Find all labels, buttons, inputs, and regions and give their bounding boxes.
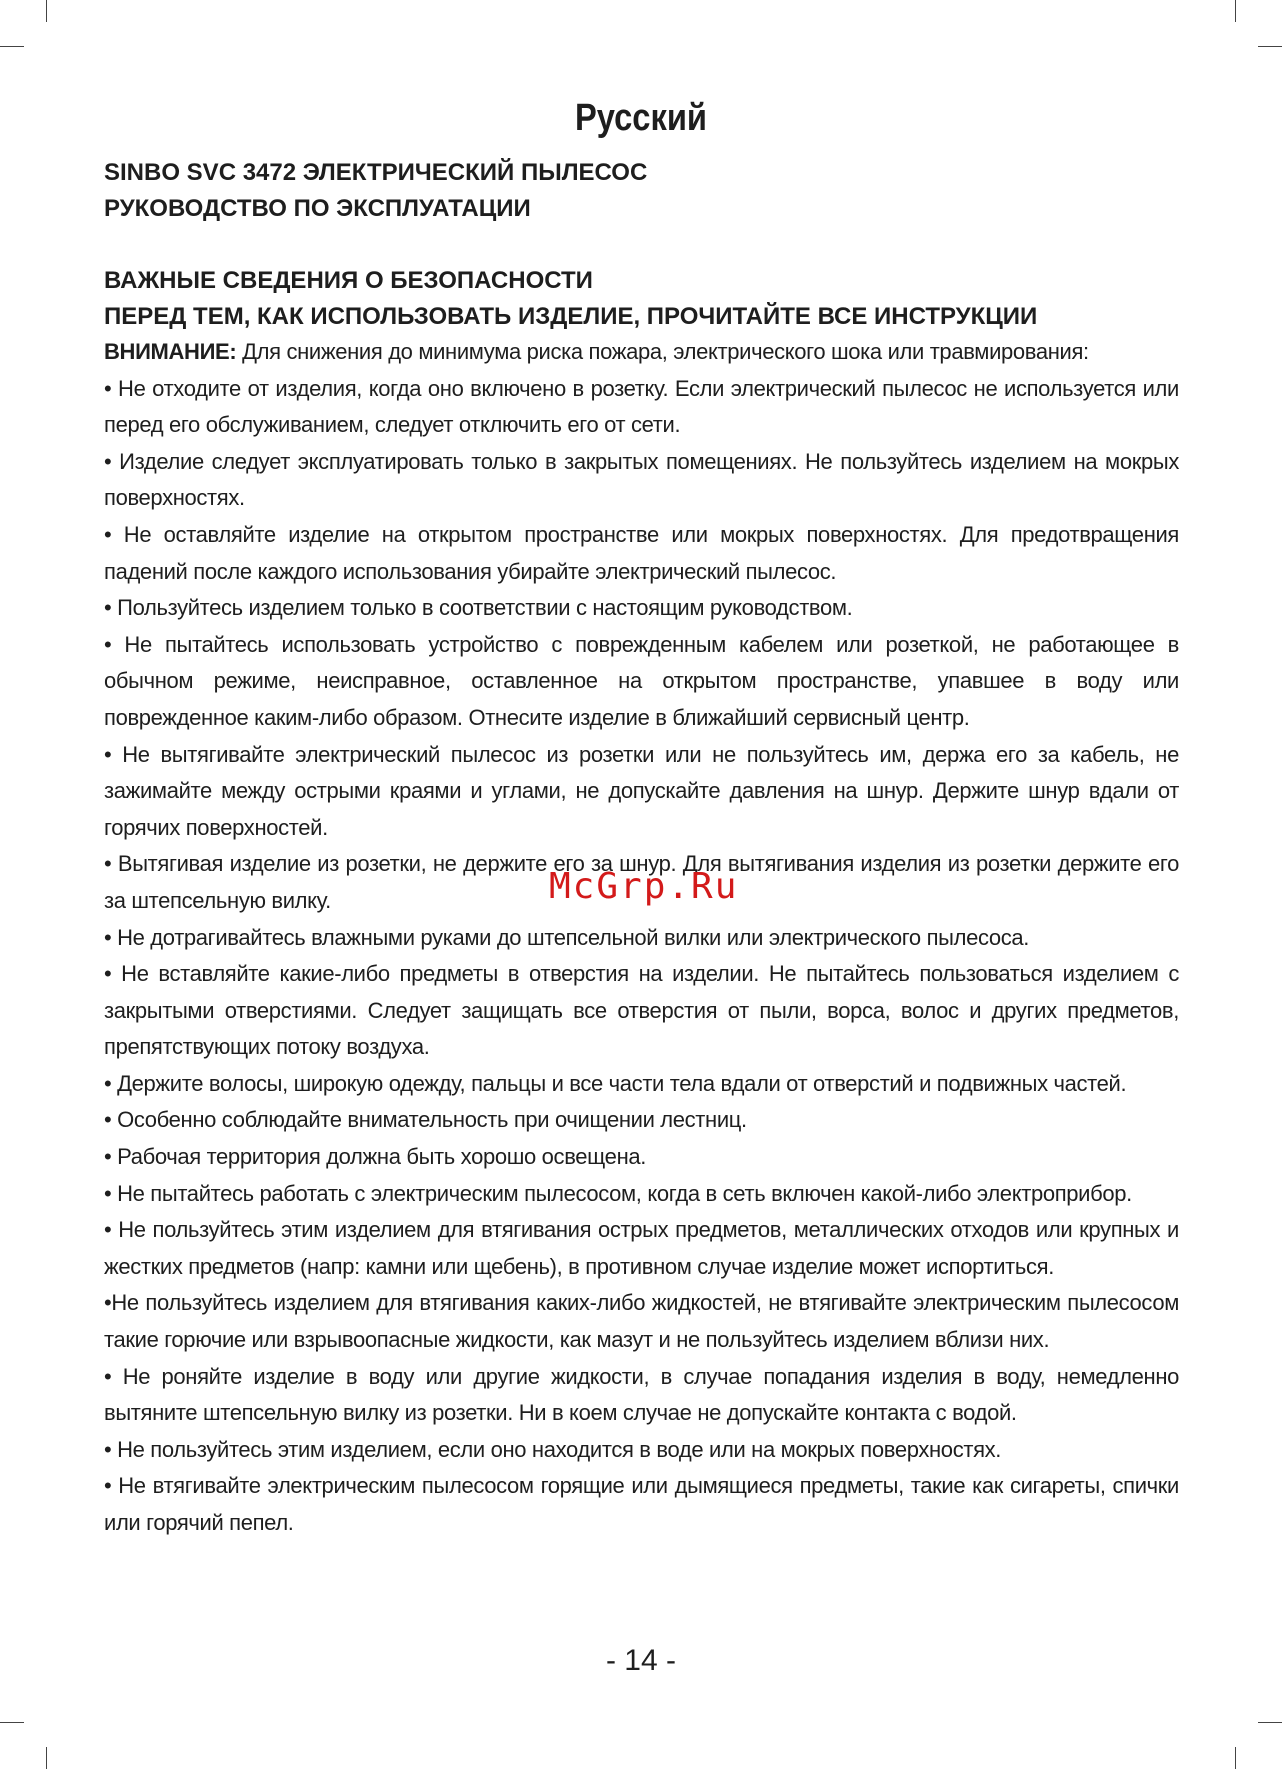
- product-title: SINBO SVC 3472 ЭЛЕКТРИЧЕСКИЙ ПЫЛЕСОС: [104, 159, 648, 186]
- list-item: • Не оставляйте изделие на открытом пространстве или мокрых поверхностях. Для предотвращения падений после каждого использования убирайте электрический пылесос.: [104, 521, 1179, 584]
- crop-mark-top-right-h: [1258, 46, 1282, 47]
- list-item: • Не пользуйтесь этим изделием для втягивания острых предметов, металлических отходов или крупных и жестких предметов (напр: камни или щебень), в противном случае изделие может испортиться.: [104, 1217, 1179, 1279]
- safety-body: [104, 334, 1179, 1542]
- list-item: • Не вытягивайте электрический пылесос из розетки или не пользуйтесь им, держа его за кабель, не зажимайте между острыми краями и углами, не допускайте давления на шнур. Держите шнур вдали от горячих поверхностей.: [104, 741, 1179, 840]
- warning-paragraph: [104, 334, 1179, 371]
- crop-mark-bottom-right-v: [1235, 1747, 1236, 1769]
- language-title: Русский: [574, 97, 708, 139]
- list-item: • Не дотрагивайтесь влажными руками до штепсельной вилки или электрического пылесоса.: [104, 924, 1030, 950]
- list-item: • Изделие следует эксплуатировать только в закрытых помещениях. Не пользуйтесь изделием на мокрых поверхностях.: [104, 448, 1179, 511]
- document-header: [104, 155, 1179, 227]
- list-item: • Особенно соблюдайте внимательность при очищении лестниц.: [104, 1107, 747, 1133]
- read-instructions-heading: ПЕРЕД ТЕМ, КАК ИСПОЛЬЗОВАТЬ ИЗДЕЛИЕ, ПРОЧИТАЙТЕ ВСЕ ИНСТРУКЦИИ: [104, 303, 1038, 330]
- crop-mark-bottom-left-v: [46, 1747, 47, 1769]
- page-number: - 14 -: [605, 1644, 677, 1677]
- list-item: • Вытягивая изделие из розетки, не держите его за шнур. Для вытягивания изделия из розетки держите его за штепсельную вилку.: [104, 851, 1179, 913]
- crop-mark-top-left-h: [0, 46, 24, 47]
- list-item: • Рабочая территория должна быть хорошо освещена.: [104, 1144, 647, 1170]
- warning-label: ВНИМАНИЕ:: [104, 339, 237, 364]
- list-item: • Пользуйтесь изделием только в соответствии с настоящим руководством.: [104, 595, 853, 621]
- safety-heading: ВАЖНЫЕ СВЕДЕНИЯ О БЕЗОПАСНОСТИ: [104, 267, 593, 294]
- list-item: • Не пользуйтесь этим изделием, если оно находится в воде или на мокрых поверхностях.: [104, 1436, 1002, 1462]
- list-item: • Не роняйте изделие в воду или другие жидкости, в случае попадания изделия в воду, немедленно вытяните штепсельную вилку из розетки. Ни в коем случае не допускайте контакта с водой.: [104, 1363, 1179, 1426]
- watermark: McGrp.Ru: [549, 866, 739, 907]
- list-item: • Не пытайтесь использовать устройство с поврежденным кабелем или розеткой, не работающее в обычном режиме, неисправное, оставленное на открытом пространстве, упавшее в воду или поврежденное каким-либо образом. Отнесите изделие в ближайший сервисный центр.: [104, 631, 1179, 730]
- crop-mark-bottom-right-h: [1258, 1722, 1282, 1723]
- list-item: • Не втягивайте электрическим пылесосом горящие или дымящиеся предметы, такие как сигареты, спички или горячий пепел.: [104, 1473, 1179, 1535]
- safety-section-header: [104, 263, 1179, 335]
- manual-title: РУКОВОДСТВО ПО ЭКСПЛУАТАЦИИ: [104, 195, 531, 222]
- list-item: • Не вставляйте какие-либо предметы в отверстия на изделии. Не пытайтесь пользоваться изделием с закрытыми отверстиями. Следует защищать все отверстия от пыли, ворса, волос и других предметов, препятствующих потоку воздуха.: [104, 961, 1179, 1060]
- list-item: • Держите волосы, широкую одежду, пальцы и все части тела вдали от отверстий и подвижных частей.: [104, 1070, 1127, 1096]
- crop-mark-top-right-v: [1235, 0, 1236, 22]
- crop-mark-top-left-v: [46, 0, 47, 22]
- list-item: •Не пользуйтесь изделием для втягивания каких-либо жидкостей, не втягивайте электрическим пылесосом такие горючие или взрывоопасные жидкости, как мазут и не пользуйтесь изделием вблизи них.: [104, 1290, 1179, 1353]
- crop-mark-bottom-left-h: [0, 1722, 24, 1723]
- list-item: • Не отходите от изделия, когда оно включено в розетку. Если электрический пылесос не используется или перед его обслуживанием, следует отключить его от сети.: [104, 375, 1179, 438]
- warning-text: Для снижения до минимума риска пожара, электрического шока или травмирования:: [236, 339, 1089, 364]
- list-item: • Не пытайтесь работать с электрическим пылесосом, когда в сеть включен какой-либо электроприбор.: [104, 1180, 1132, 1206]
